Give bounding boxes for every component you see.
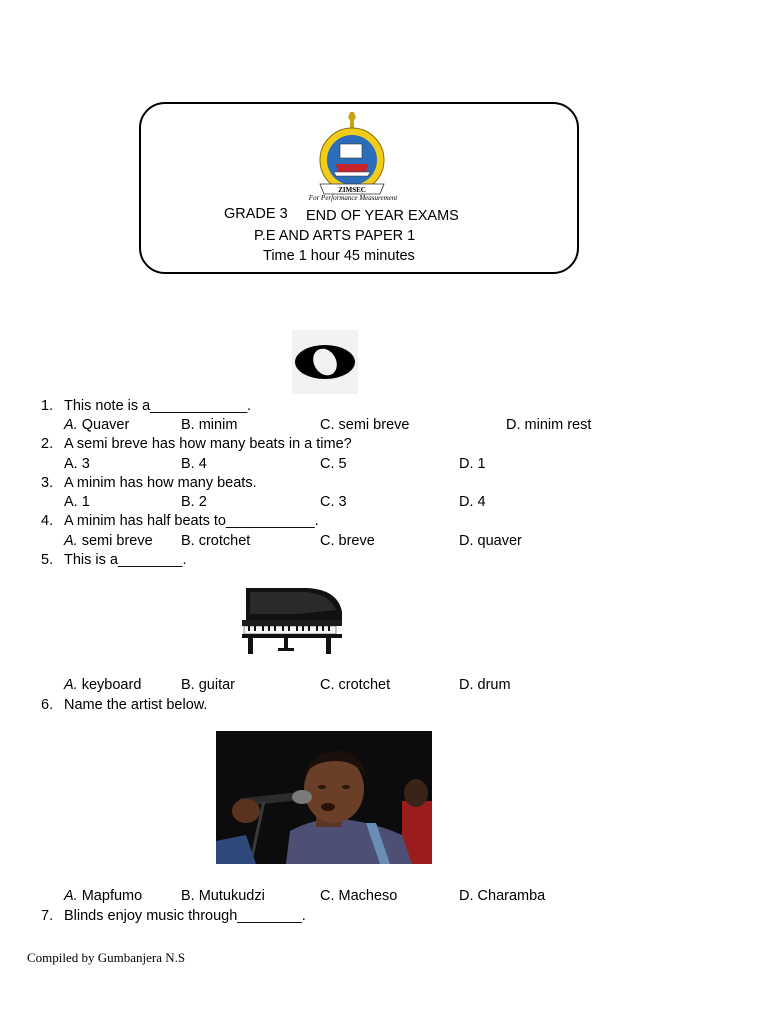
question-text: A minim has how many beats.: [64, 475, 257, 491]
question-number: 6.: [41, 697, 54, 713]
option-a: A. Quaver: [64, 417, 130, 433]
question-number: 4.: [41, 513, 54, 529]
question-text: This note is a____________.: [64, 398, 252, 414]
zimsec-logo-icon: [310, 110, 394, 206]
exam-duration: Time 1 hour 45 minutes: [263, 248, 415, 264]
question-number: 2.: [41, 436, 54, 452]
grand-piano-image: [238, 584, 346, 656]
paper-title: P.E AND ARTS PAPER 1: [254, 228, 416, 244]
option-c: C. crotchet: [320, 677, 391, 693]
option-a: A. 3: [64, 456, 90, 472]
option-b: B. Mutukudzi: [181, 888, 265, 904]
question-number: 7.: [41, 908, 54, 924]
semibreve-note-image: [292, 330, 358, 394]
compiler-credit: Compiled by Gumbanjera N.S: [27, 950, 186, 965]
question-text: A minim has half beats to___________.: [64, 513, 319, 529]
option-d: D. quaver: [459, 533, 522, 549]
option-b: B. minim: [181, 417, 238, 433]
option-c: C. breve: [320, 533, 375, 549]
option-a: A. keyboard: [64, 677, 142, 693]
option-d: D. drum: [459, 677, 511, 693]
question-number: 1.: [41, 398, 54, 414]
option-c: C. semi breve: [320, 417, 410, 433]
option-a: A. 1: [64, 494, 90, 510]
option-d: D. 4: [459, 494, 486, 510]
option-a: A. Mapfumo: [64, 888, 143, 904]
question-text: This is a________.: [64, 552, 187, 568]
logo-text: ZIMSEC: [338, 186, 366, 194]
option-a: A. semi breve: [64, 533, 153, 549]
option-b: B. 4: [181, 456, 207, 472]
option-b: B. 2: [181, 494, 207, 510]
option-c: C. Macheso: [320, 888, 398, 904]
option-c: C. 5: [320, 456, 347, 472]
question-text: A semi breve has how many beats in a time?: [64, 436, 352, 452]
option-d: D. Charamba: [459, 888, 546, 904]
question-number: 3.: [41, 475, 54, 491]
grade-label: GRADE 3: [224, 206, 288, 222]
question-text: Blinds enjoy music through________.: [64, 908, 306, 924]
option-d: D. 1: [459, 456, 486, 472]
exam-title: END OF YEAR EXAMS: [306, 208, 459, 224]
option-c: C. 3: [320, 494, 347, 510]
option-b: B. guitar: [181, 677, 236, 693]
question-text: Name the artist below.: [64, 697, 208, 713]
logo-tagline: For Performance Measurement: [308, 194, 398, 202]
option-b: B. crotchet: [181, 533, 251, 549]
question-number: 5.: [41, 552, 54, 568]
artist-singing-photo: [216, 731, 432, 864]
option-d: D. minim rest: [506, 417, 592, 433]
